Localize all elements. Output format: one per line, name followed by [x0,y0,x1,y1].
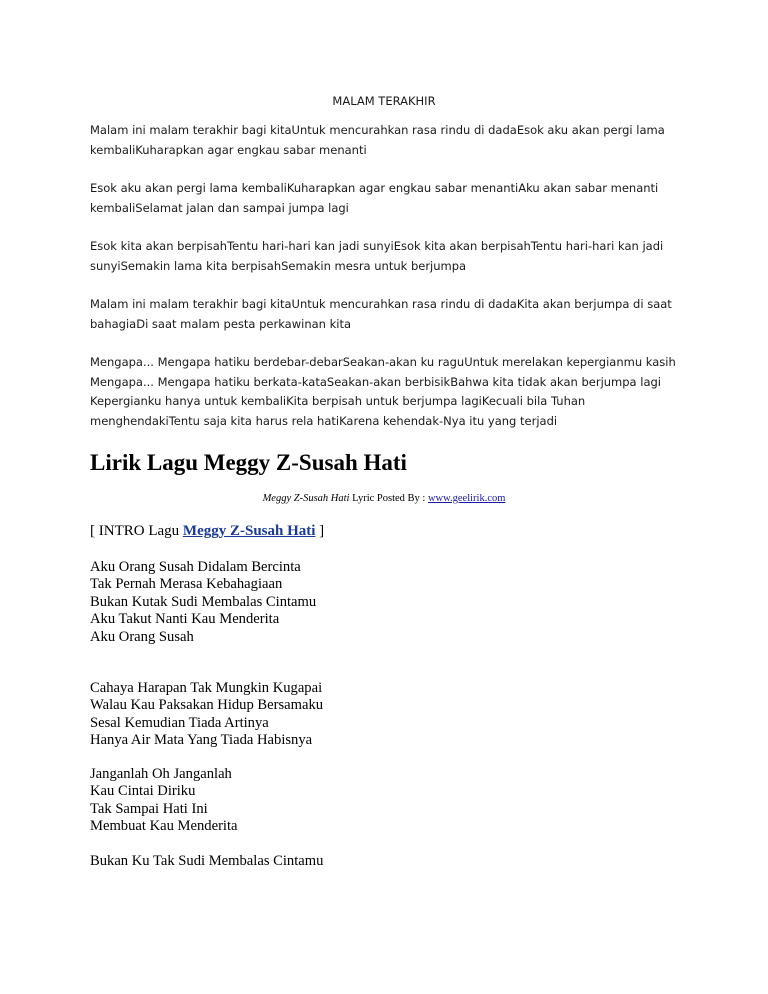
lyric-stanza [90,766,238,836]
document-title: MALAM TERAKHIR [332,94,436,108]
text-line: kembaliSelamat jalan dan sampai jumpa lagi [90,200,349,215]
text-line: Esok kita akan berpisahTentu hari-hari kan jadi sunyiEsok kita akan berpisahTentu hari-hari kan jadi [90,239,664,253]
text-line: kembaliKuharapkan agar engkau sabar menanti [90,142,367,157]
intro-line [90,523,324,540]
posted-by-text: Lyric Posted By : [349,493,428,504]
lyric-stanza [90,680,323,750]
song-link[interactable]: Meggy Z-Susah Hati [182,523,316,539]
paragraph [90,121,700,160]
lyric-line: Kau Cintai Diriku [90,783,196,800]
text-line: bahagiaDi saat malam pesta perkawinan kita [90,316,352,331]
text-line: Esok aku akan pergi lama kembaliKuharapkan agar engkau sabar menantiAku akan sabar menanti [90,181,659,195]
lyric-line: Sesal Kemudian Tiada Artinya [90,714,269,731]
paragraph [90,237,700,276]
lyric-line: Bukan Ku Tak Sudi Membalas Cintamu [90,853,324,869]
text-line: menghendakiTentu saja kita harus rela hatiKarena kehendak-Nya itu yang terjadi [90,413,558,428]
text-line: Kepergianku hanya untuk kembaliKita berpisah untuk berjumpa lagiKecuali bila Tuhan [90,394,586,408]
text-line: Malam ini malam terakhir bagi kitaUntuk mencurahkan rasa rindu di dadaKita akan berjumpa di saat [90,297,672,311]
lyric-stanza [90,853,323,870]
lyric-heading: Lirik Lagu Meggy Z-Susah Hati [90,450,407,475]
lyric-line: Tak Sampai Hati Ini [90,800,208,817]
lyric-stanza [90,559,316,646]
intro-prefix: [ INTRO Lagu [90,523,183,539]
lyric-line: Membuat Kau Menderita [90,818,238,835]
lyric-line: Aku Orang Susah Didalam Bercinta [90,559,301,575]
lyric-line: Hanya Air Mata Yang Tiada Habisnya [90,732,313,749]
lyric-line: Janganlah Oh Janganlah [90,766,232,782]
lyric-line: Bukan Kutak Sudi Membalas Cintamu [90,593,317,610]
intro-suffix: ] [315,523,325,539]
paragraph [90,179,700,218]
posted-song-title: Meggy Z-Susah Hati [262,493,350,504]
lyric-line: Cahaya Harapan Tak Mungkin Kugapai [90,680,323,696]
paragraph [90,295,700,334]
text-line: Malam ini malam terakhir bagi kitaUntuk mencurahkan rasa rindu di dadaEsok aku akan pergi lama [90,123,665,137]
text-line: Mengapa... Mengapa hatiku berdebar-debarSeakan-akan ku raguUntuk merelakan kepergianmu kasih [90,355,676,369]
text-line: Mengapa... Mengapa hatiku berkata-kataSeakan-akan berbisikBahwa kita tidak akan berjumpa lagi [90,374,661,389]
posted-by-line [0,493,768,504]
lyric-line: Aku Orang Susah [90,628,194,645]
lyric-line: Aku Takut Nanti Kau Menderita [90,611,280,628]
text-line: sunyiSemakin lama kita berpisahSemakin mesra untuk berjumpa [90,258,467,273]
paragraph [90,353,700,431]
lyric-line: Walau Kau Paksakan Hidup Bersamaku [90,697,324,714]
source-link[interactable]: www.geelirik.com [427,493,506,504]
lyric-line: Tak Pernah Merasa Kebahagiaan [90,576,283,593]
